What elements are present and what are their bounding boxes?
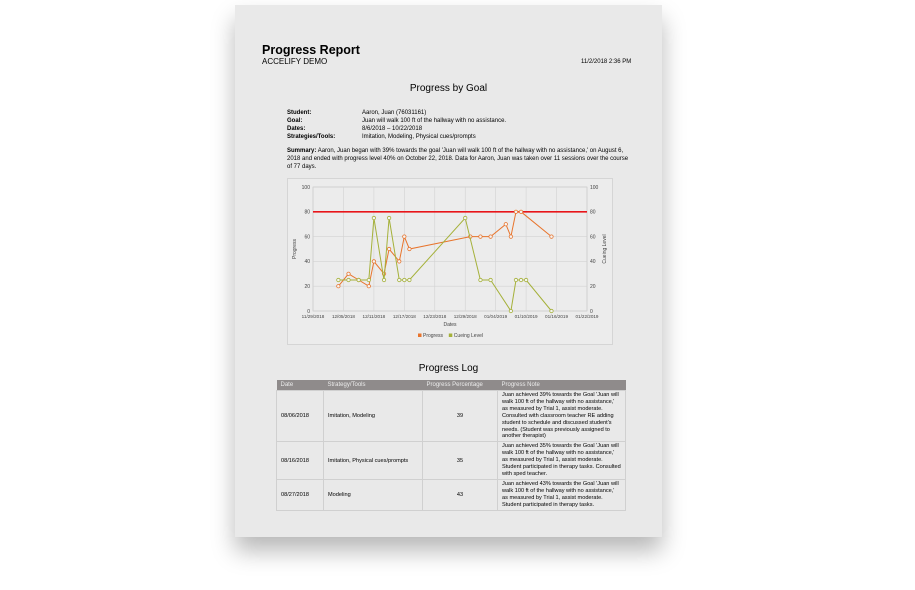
summary-label: Summary: [287, 148, 317, 154]
y2-tick-label: 40 [590, 259, 596, 266]
goal-value: Juan will walk 100 ft of the hallway with no assistance. [362, 118, 507, 124]
data-point [514, 278, 517, 281]
column-header-percent: Progress Percentage [423, 380, 498, 391]
report-page [235, 5, 662, 537]
y2-tick-label: 80 [590, 209, 596, 216]
dates-value: 8/6/2018 – 10/22/2018 [362, 126, 423, 132]
y2-tick-label: 20 [590, 284, 596, 290]
x-tick-label: 12/23/2018 [423, 314, 447, 319]
column-header-note: Progress Note [498, 380, 626, 391]
data-point [519, 278, 522, 281]
y-tick-label: 80 [304, 209, 310, 216]
row-note: Juan achieved 43% towards the Goal 'Juan will walk 100 ft of the hallway with no assistance,' as measured by Trial 1, assist moderate. Student participated in therapy tasks. [498, 479, 626, 510]
strategies-label: Strategies/Tools: [287, 134, 336, 140]
row-date: 08/27/2018 [277, 479, 324, 510]
data-point [403, 278, 406, 281]
row-strategy: Imitation, Modeling [324, 391, 423, 442]
table-row [277, 479, 626, 510]
table-row [277, 442, 626, 480]
row-date: 08/16/2018 [277, 442, 324, 480]
data-point [387, 216, 390, 219]
row-percent: 43 [423, 479, 498, 510]
progress-chart-svg [288, 179, 612, 344]
x-tick-label: 01/22/2019 [575, 314, 599, 319]
data-point [367, 285, 370, 288]
data-point [347, 278, 350, 281]
progress-log-table [276, 380, 626, 511]
x-axis-title: Dates [443, 322, 457, 328]
data-point [403, 235, 406, 238]
data-point [382, 278, 385, 281]
y2-axis-title: Cueing Level [602, 234, 608, 264]
legend-swatch [418, 334, 422, 338]
legend-swatch [449, 334, 453, 338]
legend-label: Cueing Level [453, 333, 483, 339]
data-point [479, 278, 482, 281]
data-point [514, 210, 517, 213]
data-point [337, 285, 340, 288]
row-note: Juan achieved 39% towards the Goal 'Juan will walk 100 ft of the hallway with no assistance,' as measured by Trial 1, assist moderate. Consulted with classroom teacher RE adding student to schedule and discussed student's needs. (Student was previously assigned to another therapist) [498, 391, 626, 442]
strategies-value: Imitation, Modeling, Physical cues/prompts [362, 134, 476, 140]
y-axis-title: Progress [292, 238, 298, 260]
column-header-date: Date [277, 380, 324, 391]
data-point [550, 235, 553, 238]
data-point [337, 278, 340, 281]
table-header-row [277, 380, 626, 391]
x-tick-label: 12/17/2018 [392, 314, 416, 319]
x-tick-label: 12/29/2018 [453, 314, 477, 319]
log-section-heading: Progress Log [418, 363, 479, 374]
y-tick-label: 0 [307, 308, 310, 315]
y2-tick-label: 0 [590, 308, 593, 315]
y-tick-label: 20 [304, 284, 310, 290]
row-date: 08/06/2018 [277, 391, 324, 442]
x-tick-label: 12/11/2018 [362, 314, 386, 319]
data-point [509, 235, 512, 238]
data-point [464, 216, 467, 219]
report-timestamp: 11/2/2018 2:36 PM [581, 59, 632, 65]
data-point [387, 247, 390, 250]
row-strategy: Imitation, Physical cues/prompts [324, 442, 423, 480]
plot-area [313, 187, 587, 311]
organization-name: ACCELIFY DEMO [262, 57, 328, 66]
data-point [367, 278, 370, 281]
data-point [372, 216, 375, 219]
data-point [489, 278, 492, 281]
x-tick-label: 11/29/2018 [301, 314, 325, 319]
x-tick-label: 01/16/2019 [545, 314, 569, 319]
y-tick-label: 40 [304, 259, 310, 266]
progress-chart [287, 178, 613, 345]
y2-tick-label: 60 [590, 234, 596, 241]
data-point [524, 278, 527, 281]
goal-section-heading: Progress by Goal [409, 83, 488, 94]
x-tick-label: 01/04/2019 [484, 314, 508, 319]
report-title: Progress Report [262, 43, 360, 57]
row-strategy: Modeling [324, 479, 423, 510]
data-point [408, 278, 411, 281]
summary-text: Aaron, Juan began with 39% towards the goal 'Juan will walk 100 ft of the hallway with no assistance,' on August 6, 2018 and ended with progress level 40% on October 22, 2018. Data for Aaron, Juan was taken over 11 sessions over the course of 77 days. [287, 148, 629, 170]
data-point [550, 309, 553, 312]
data-point [357, 278, 360, 281]
goal-summary [287, 147, 633, 171]
y-tick-label: 60 [304, 234, 310, 241]
dates-label: Dates: [287, 126, 306, 132]
data-point [398, 278, 401, 281]
x-tick-label: 12/05/2018 [331, 314, 355, 319]
data-point [408, 247, 411, 250]
data-point [347, 272, 350, 275]
row-percent: 39 [423, 391, 498, 442]
table-row [277, 391, 626, 442]
data-point [519, 210, 522, 213]
goal-label: Goal: [287, 118, 303, 124]
data-point [398, 260, 401, 263]
student-label: Student: [287, 110, 312, 116]
y2-tick-label: 100 [590, 184, 599, 191]
data-point [372, 260, 375, 263]
y-tick-label: 100 [301, 184, 310, 191]
data-point [489, 235, 492, 238]
legend-label: Progress [423, 333, 444, 339]
column-header-strategy: Strategy/Tools [324, 380, 423, 391]
data-point [479, 235, 482, 238]
x-tick-label: 01/10/2019 [514, 314, 538, 319]
data-point [504, 223, 507, 226]
data-point [509, 309, 512, 312]
student-value: Aaron, Juan (76031161) [362, 110, 427, 116]
row-note: Juan achieved 35% towards the Goal 'Juan will walk 100 ft of the hallway with no assistance,' as measured by Trial 1, assist moderate. Student participated in therapy tasks. Consulted with sped teacher. [498, 442, 626, 480]
row-percent: 35 [423, 442, 498, 480]
